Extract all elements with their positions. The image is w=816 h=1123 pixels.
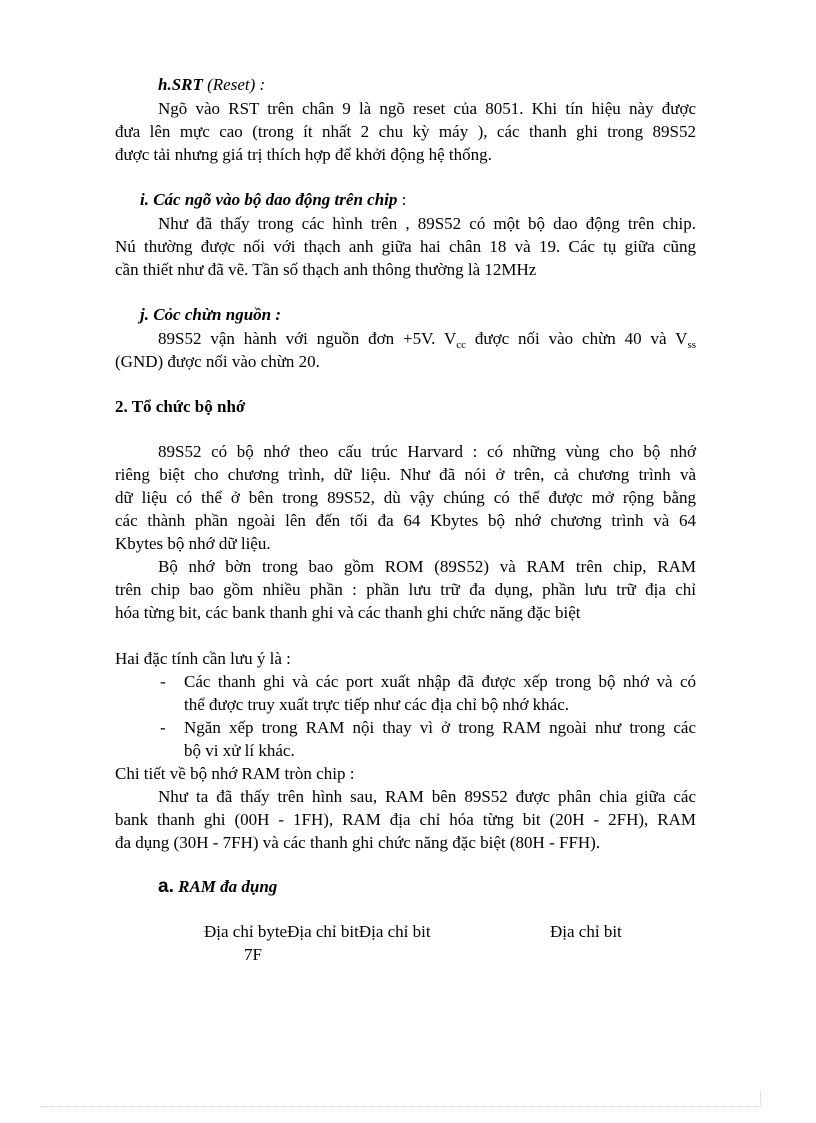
bullet-dash: -: [160, 718, 166, 737]
heading-h-subtitle: (Reset) :: [207, 75, 266, 94]
paragraph-line: Bộ nhớ bờn trong bao gồm ROM (89S52) và RAM trên chip, RAM: [158, 557, 696, 576]
vcc-subscript: cc: [456, 339, 467, 351]
paragraph-line: (GND) được nối vào chừn 20.: [115, 352, 320, 371]
table-header-addresses: Địa chỉ byteĐịa chỉ bitĐịa chỉ bit: [204, 922, 431, 941]
paragraph-line: Nú thường được nối với thạch anh giữa hai chân 18 và 19. Các tụ giữa cũng: [115, 237, 696, 256]
heading-a-letter: a.: [158, 876, 174, 897]
paragraph-line: dữ liệu có thể ở bên trong 89S52, dù vậy chúng có thể được mở rộng bằng: [115, 488, 696, 507]
bullet-line: Các thanh ghi và các port xuất nhập đã được xếp trong bộ nhớ và có: [184, 672, 696, 691]
bullet-line: thể được truy xuất trực tiếp như các địa chỉ bộ nhớ khác.: [184, 695, 570, 714]
paragraph-line: các thành phần ngoài lên đến tối đa 64 Kbytes bộ nhớ chương trình và 64: [115, 511, 696, 530]
paragraph-line: trên chip bao gồm nhiều phần : phần lưu trữ đa dụng, phần lưu trữ địa chỉ: [115, 580, 696, 599]
text-run: được nối vào chừn 40 và V: [466, 329, 688, 348]
text-run: 89S52 vận hành với nguồn đơn +5V. V: [158, 329, 457, 348]
bullet-line: bộ vi xử lí khác.: [184, 741, 295, 760]
paragraph-line: Như đã thấy trong các hình trên , 89S52 có một bộ dao động trên chip.: [158, 214, 696, 233]
page-border-bottom: [40, 1106, 760, 1107]
heading-h-reset: [158, 74, 265, 96]
byte-address-label: 7F: [244, 945, 262, 964]
heading-i-suffix: :: [397, 190, 407, 209]
paragraph-line: đưa lên mực cao (trong ít nhất 2 chu kỳ máy ), các thanh ghi trong 89S52: [115, 122, 696, 141]
heading-i-oscillator: [140, 189, 406, 211]
heading-h-title: h.SRT: [158, 75, 203, 94]
paragraph-line: Ngõ vào RST trên chân 9 là ngõ reset của 8051. Khi tín hiệu này được: [158, 99, 696, 118]
paragraph-line: riêng biệt cho chương trình, dữ liệu. Như đã nói ở trên, cả chương trình và: [115, 465, 696, 484]
heading-a-title: RAM đa dụng: [178, 877, 278, 896]
heading-j-power: j. Cỏc chừn nguồn :: [140, 305, 282, 324]
vss-subscript: ss: [687, 339, 697, 351]
paragraph-line: bank thanh ghi (00H - 1FH), RAM địa chỉ hóa từng bit (20H - 2FH), RAM: [115, 810, 696, 829]
paragraph-line: hóa từng bit, các bank thanh ghi và các thanh ghi chức năng đặc biệt: [115, 603, 581, 622]
paragraph-line: cần thiết như đã vẽ. Tần số thạch anh thông thường là 12MHz: [115, 260, 537, 279]
heading-memory-organization: 2. Tổ chức bộ nhớ: [115, 397, 246, 416]
paragraph-line: Hai đặc tính cần lưu ý là :: [115, 649, 291, 668]
heading-a-general-ram: [158, 876, 277, 898]
table-header-bit-address: Địa chỉ bit: [550, 922, 622, 941]
paragraph-line: đa dụng (30H - 7FH) và các thanh ghi chức năng đặc biệt (80H - FFH).: [115, 833, 601, 852]
paragraph-line: Kbytes bộ nhớ dữ liệu.: [115, 534, 271, 553]
paragraph-line: được tải nhưng giá trị thích hợp để khởi động hệ thống.: [115, 145, 492, 164]
paragraph-line: 89S52 có bộ nhớ theo cấu trúc Harvard : có những vùng cho bộ nhớ: [158, 442, 696, 461]
heading-i-title: i. Các ngõ vào bộ dao động trên chip: [140, 190, 398, 209]
bullet-line: Ngăn xếp trong RAM nội thay vì ở trong RAM ngoài như trong các: [184, 718, 696, 737]
paragraph-line: Chi tiết về bộ nhớ RAM tròn chip :: [115, 764, 355, 783]
bullet-dash: -: [160, 672, 166, 691]
page-border-corner: [760, 1092, 761, 1106]
paragraph-line: Như ta đã thấy trên hình sau, RAM bên 89S52 được phân chia giữa các: [158, 787, 696, 806]
